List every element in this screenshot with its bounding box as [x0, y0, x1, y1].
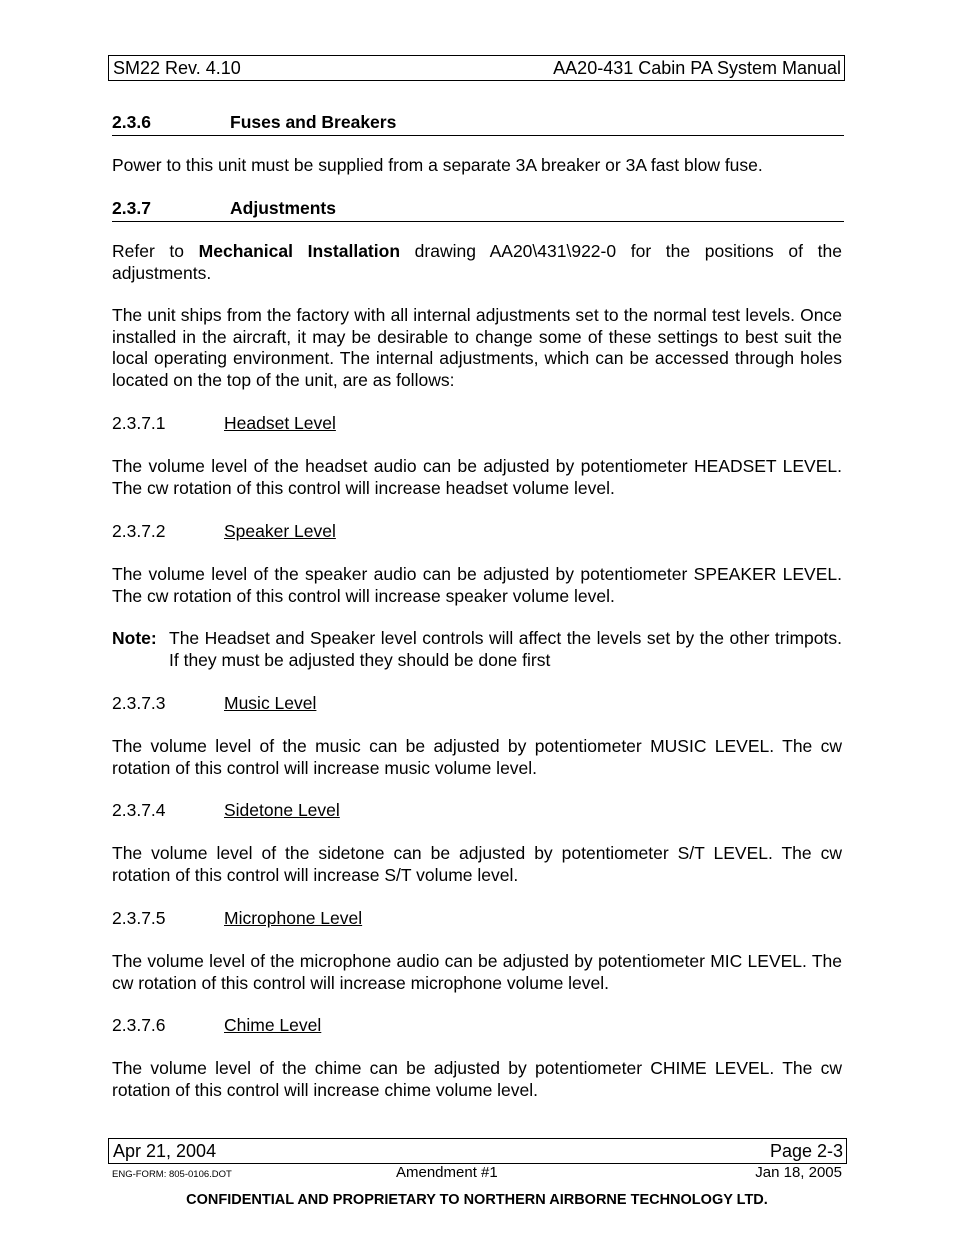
subsection-title: Speaker Level — [224, 521, 336, 541]
subsection-title: Headset Level — [224, 413, 336, 433]
amendment-date: Jan 18, 2005 — [755, 1164, 842, 1181]
subsection-number: 2.3.7.3 — [112, 693, 166, 713]
subsection-heading-speaker — [112, 521, 336, 542]
fuses-paragraph: Power to this unit must be supplied from a separate 3A breaker or 3A fast blow fuse. — [112, 155, 763, 175]
microphone-paragraph: The volume level of the microphone audio can be adjusted by potentiometer MIC LEVEL. The cw rotation of this control will increase microphone volume level. — [112, 951, 842, 993]
issue-date: Apr 21, 2004 — [113, 1141, 217, 1161]
subsection-title: Music Level — [224, 693, 317, 713]
subsection-title: Sidetone Level — [224, 800, 340, 820]
subsection-number: 2.3.7.6 — [112, 1015, 166, 1035]
confidentiality-notice: CONFIDENTIAL AND PROPRIETARY TO NORTHERN AIRBORNE TECHNOLOGY LTD. — [186, 1192, 768, 1208]
document-number: SM22 Rev. 4.10 — [113, 57, 241, 78]
intro-prefix: Refer to — [112, 241, 199, 261]
page-number: Page 2-3 — [769, 1141, 843, 1161]
subsection-title: Microphone Level — [224, 908, 363, 928]
music-paragraph: The volume level of the music can be adjusted by potentiometer MUSIC LEVEL. The cw rotation of this control will increase music volume level. — [112, 736, 842, 778]
section-number: 2.3.6 — [112, 112, 151, 132]
page-header — [108, 55, 845, 81]
subsection-number: 2.3.7.2 — [112, 521, 166, 541]
amendment-label: Amendment #1 — [396, 1164, 498, 1181]
subsection-number: 2.3.7.4 — [112, 800, 166, 820]
subsection-number: 2.3.7.1 — [112, 413, 166, 433]
speaker-paragraph: The volume level of the speaker audio can be adjusted by potentiometer SPEAKER LEVEL. The cw rotation of this control will increase speaker volume level. — [112, 564, 842, 606]
adjustments-intro-paragraph — [112, 241, 842, 284]
intro-bold-reference: Mechanical Installation — [198, 241, 401, 261]
section-heading-adjustments — [112, 198, 844, 222]
subsection-title: Chime Level — [224, 1015, 322, 1035]
document-title: AA20-431 Cabin PA System Manual — [553, 57, 841, 78]
chime-paragraph: The volume level of the chime can be adjusted by potentiometer CHIME LEVEL. The cw rotation of this control will increase chime volume level. — [112, 1058, 842, 1100]
subsection-heading-microphone — [112, 908, 362, 929]
page-footer — [108, 1138, 847, 1164]
subsection-heading-chime — [112, 1015, 321, 1036]
note-text: The Headset and Speaker level controls will affect the levels set by the other trimpots. If they must be adjusted they should be done first — [169, 628, 842, 670]
subsection-heading-music — [112, 693, 316, 714]
headset-paragraph: The volume level of the headset audio can be adjusted by potentiometer HEADSET LEVEL. The cw rotation of this control will increase headset volume level. — [112, 456, 842, 498]
form-id: ENG-FORM: 805-0106.DOT — [112, 1169, 232, 1180]
note-label: Note: — [112, 628, 157, 648]
intro-suffix: drawing AA20\431\922-0 for the positions of the adjustments. — [112, 241, 842, 283]
subsection-number: 2.3.7.5 — [112, 908, 166, 928]
section-title: Adjustments — [230, 198, 336, 218]
footer-revision-row — [112, 1164, 842, 1182]
section-number: 2.3.7 — [112, 198, 151, 218]
subsection-heading-headset — [112, 413, 336, 434]
section-heading-fuses — [112, 112, 844, 136]
sidetone-paragraph: The volume level of the sidetone can be adjusted by potentiometer S/T LEVEL. The cw rotation of this control will increase S/T volume level. — [112, 843, 842, 885]
adjustments-description-paragraph: The unit ships from the factory with all internal adjustments set to the normal test levels. Once installed in the aircraft, it may be desirable to change some of these settings to best suit the local operating environment. The internal adjustments, which can be accessed through holes located on the top of the unit, are as follows: — [112, 305, 842, 390]
subsection-heading-sidetone — [112, 800, 340, 821]
section-title: Fuses and Breakers — [230, 112, 397, 132]
